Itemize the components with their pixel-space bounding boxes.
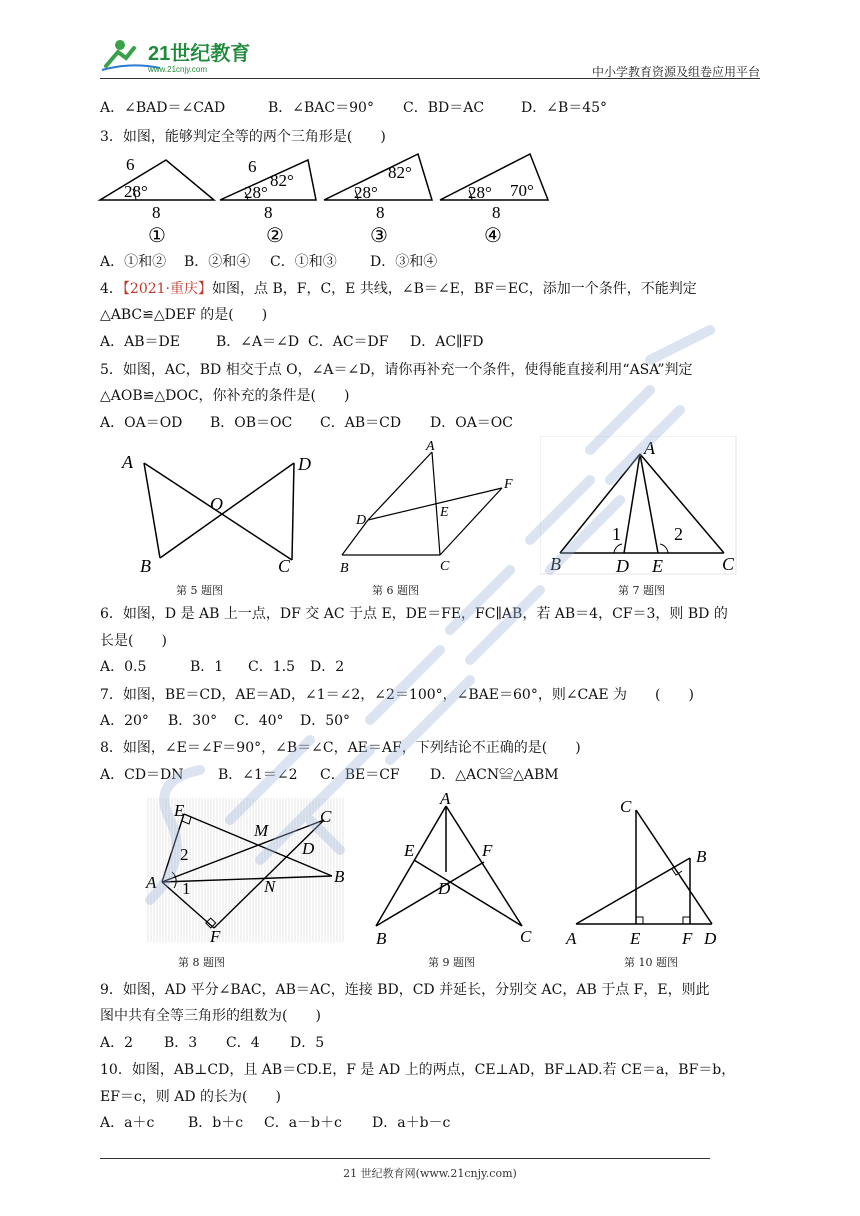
q3-option-b: B．②和④	[184, 254, 251, 270]
fig8-angle-1: 1	[182, 879, 191, 898]
q2-option-b: B．∠BAC＝90°	[268, 100, 374, 116]
fig7-label-d: D	[616, 556, 629, 576]
q2-option-a: A．∠BAD＝∠CAD	[100, 100, 226, 116]
q5-stem-line1: 5．如图，AC，BD 相交于点 O，∠A＝∠D，请你再补充一个条件，使得能直接利用“ASA”判定	[100, 362, 693, 378]
q3-option-c: C．①和③	[270, 254, 337, 270]
fig10-label-a: A	[566, 929, 577, 948]
fig7-label-b: B	[550, 554, 561, 574]
q9-option-c: C．4	[226, 1035, 260, 1051]
fig5-label-a: A	[122, 452, 133, 472]
fig6-label-d: D	[356, 513, 367, 528]
fig9-caption: 第 9 题图	[428, 956, 475, 969]
q3-t4-bottom: 8	[492, 203, 501, 222]
fig5-label-d: D	[298, 454, 311, 474]
fig8-label-b: B	[334, 867, 345, 886]
q9-option-d: D．5	[290, 1035, 325, 1051]
q4-stem-line1	[100, 279, 697, 299]
fig9-label-e: E	[404, 841, 415, 860]
q3-t4-extra: 70°	[510, 181, 534, 200]
q10-options	[100, 1113, 450, 1133]
q9-stem-line2: 图中共有全等三角形的组数为( )	[100, 1008, 321, 1024]
fig8-label-a: A	[146, 873, 157, 892]
q5-option-a: A．OA＝OD	[100, 415, 183, 431]
q3-t2-num: ②	[266, 225, 284, 245]
fig10-label-f: F	[682, 929, 693, 948]
fig5-label-o: O	[210, 494, 223, 514]
fig10-label-c: C	[620, 797, 632, 816]
fig5-label-b: B	[140, 556, 151, 576]
fig8-label-f: F	[210, 927, 221, 946]
q4-source-tag: 【2021·重庆】	[122, 281, 213, 297]
q3-t2-extra: 82°	[270, 171, 294, 190]
fig8-angle-2: 2	[180, 845, 189, 864]
q3-t1-bottom: 8	[152, 203, 161, 222]
q5-stem-line2: △AOB≌△DOC，你补充的条件是( )	[100, 388, 350, 404]
fig10-label-e: E	[630, 929, 641, 948]
q5-option-d: D．OA＝OC	[430, 415, 514, 431]
q9-options	[100, 1033, 324, 1053]
q3-t1-top: 6	[126, 155, 135, 174]
fig6-label-f: F	[504, 477, 513, 492]
q3-t4-angle: 28°	[468, 183, 492, 202]
q7-stem-text: 7．如图，BE＝CD，AE＝AD，∠1＝∠2，∠2＝100°，∠BAE＝60°，则∠CAE 为	[100, 687, 628, 703]
fig7-label-a: A	[644, 438, 655, 458]
fig9-label-a: A	[440, 789, 451, 808]
footer-divider	[100, 1158, 710, 1159]
fig7-angle-2: 2	[674, 524, 683, 544]
q3-t3-extra: 82°	[388, 163, 412, 182]
fig8-caption: 第 8 题图	[178, 956, 225, 969]
q10-stem-line2: EF＝c，则 AD 的长为( )	[100, 1089, 281, 1105]
header-divider	[100, 78, 760, 79]
page-header	[100, 30, 760, 80]
q6-option-c: C．1.5	[248, 659, 295, 675]
fig7-caption: 第 7 题图	[618, 584, 665, 597]
fig6-label-c: C	[440, 559, 450, 574]
q8-option-b: B．∠1＝∠2	[218, 767, 298, 783]
fig5-caption: 第 5 题图	[176, 584, 223, 597]
q10-option-c: C．a－b＋c	[264, 1115, 342, 1131]
q4-options	[100, 332, 483, 352]
q10-option-d: D．a＋b－c	[372, 1115, 451, 1131]
svg-text:21世纪教育: 21世纪教育	[148, 43, 251, 65]
fig10-label-b: B	[696, 847, 707, 866]
q3-triangles-figure	[96, 150, 556, 245]
q2-option-d: D．∠B＝45°	[521, 100, 608, 116]
fig9-label-f: F	[482, 841, 493, 860]
q5-option-b: B．OB＝OC	[210, 415, 293, 431]
q3-t1-angle: 28°	[124, 182, 148, 201]
q6-stem-line1: 6．如图，D 是 AB 上一点，DF 交 AC 于点 E，DE＝FE，FC∥AB，若 AB＝4，CF＝3，则 BD 的	[100, 606, 728, 622]
q4-stem-line2: △ABC≌△DEF 的是( )	[100, 307, 268, 323]
q3-option-d: D．③和④	[370, 254, 438, 270]
q10-stem-line1: 10．如图，AB⊥CD，且 AB＝CD.E，F 是 AD 上的两点，CE⊥AD，BF⊥AD.若 CE＝a，BF＝b，	[100, 1062, 736, 1078]
q6-stem-line2: 长是( )	[100, 633, 167, 649]
figure-7	[540, 436, 740, 576]
q6-option-d: D．2	[310, 659, 345, 675]
fig9-label-d: D	[438, 879, 451, 898]
fig10-caption: 第 10 题图	[624, 956, 678, 969]
q8-option-c: C．BE＝CF	[320, 767, 400, 783]
q3-stem: 3．如图，能够判定全等的两个三角形是( )	[100, 129, 386, 145]
q6-option-a: A．0.5	[100, 659, 147, 675]
q3-t3-num: ③	[370, 225, 388, 245]
q3-t1-num: ①	[148, 225, 166, 245]
figure-9	[370, 786, 540, 948]
svg-text:www.21cnjy.com: www.21cnjy.com	[148, 65, 207, 74]
fig6-label-b: B	[340, 561, 349, 574]
figure-5	[120, 448, 320, 578]
q5-options	[100, 413, 513, 433]
q4-stem-text: 如图，点 B，F，C，E 共线，∠B＝∠E，BF＝EC，添加一个条件，不能判定	[212, 281, 697, 297]
fig8-label-n: N	[264, 877, 276, 896]
q3-options	[100, 252, 437, 272]
fig6-label-a: A	[426, 439, 435, 454]
q8-stem: 8．如图，∠E＝∠F＝90°，∠B＝∠C，AE＝AF，下列结论不正确的是( )	[100, 740, 581, 756]
site-logo	[100, 36, 270, 76]
q7-answer-paren: ( )	[655, 687, 694, 703]
fig8-label-c: C	[320, 807, 332, 826]
q7-option-a: A．20°	[100, 713, 149, 729]
q3-t2-bottom: 8	[264, 203, 273, 222]
q4-option-a: A．AB＝DE	[100, 334, 180, 350]
fig7-angle-1: 1	[612, 524, 621, 544]
q7-option-b: B．30°	[168, 713, 218, 729]
q8-option-d: D．△ACN≌△ABM	[430, 767, 559, 783]
q6-options	[100, 657, 344, 677]
q3-t4-num: ④	[484, 225, 502, 245]
q3-t2-angle: 28°	[244, 183, 268, 202]
fig6-caption: 第 6 题图	[372, 584, 419, 597]
fig8-label-e: E	[174, 801, 185, 820]
q9-option-b: B．3	[164, 1035, 198, 1051]
q3-t3-angle: 28°	[354, 183, 378, 202]
q7-option-d: D．50°	[300, 713, 351, 729]
q7-option-c: C．40°	[234, 713, 284, 729]
q4-number: 4．	[100, 281, 123, 297]
q9-stem-line1: 9．如图，AD 平分∠BAC，AB＝AC，连接 BD，CD 并延长，分别交 AC，AB 于点 F，E，则此	[100, 982, 710, 998]
figure-10	[562, 792, 732, 950]
fig5-label-c: C	[278, 556, 291, 576]
fig6-label-e: E	[440, 505, 449, 520]
q3-option-a: A．①和②	[100, 254, 167, 270]
q2-options	[100, 98, 607, 118]
header-platform-name: 中小学教育资源及组卷应用平台	[591, 65, 760, 79]
q10-option-b: B．b＋c	[188, 1115, 244, 1131]
figure-8	[144, 796, 354, 946]
fig10-label-d: D	[704, 929, 717, 948]
q10-option-a: A．a＋c	[100, 1115, 155, 1131]
fig7-label-e: E	[652, 556, 663, 576]
q4-option-c: C．AC＝DF	[308, 334, 389, 350]
fig9-label-c: C	[520, 927, 532, 946]
fig8-label-m: M	[254, 821, 269, 840]
q8-options	[100, 765, 559, 785]
q3-t3-bottom: 8	[376, 203, 385, 222]
fig9-label-b: B	[376, 929, 387, 948]
q8-option-a: A．CD＝DN	[100, 767, 184, 783]
q7-options	[100, 711, 350, 731]
q2-option-c: C．BD＝AC	[403, 100, 485, 116]
q4-option-b: B．∠A＝∠D	[216, 334, 300, 350]
page-footer: 21 世纪教育网(www.21cnjy.com)	[343, 1167, 517, 1180]
fig7-label-c: C	[722, 554, 735, 574]
figure-6	[336, 438, 522, 574]
fig8-label-d: D	[302, 839, 315, 858]
q9-option-a: A．2	[100, 1035, 134, 1051]
q5-option-c: C．AB＝CD	[320, 415, 402, 431]
q4-option-d: D．AC∥FD	[410, 334, 484, 350]
q3-t2-top: 6	[248, 157, 257, 176]
q6-option-b: B．1	[190, 659, 224, 675]
q7-stem	[100, 685, 694, 705]
